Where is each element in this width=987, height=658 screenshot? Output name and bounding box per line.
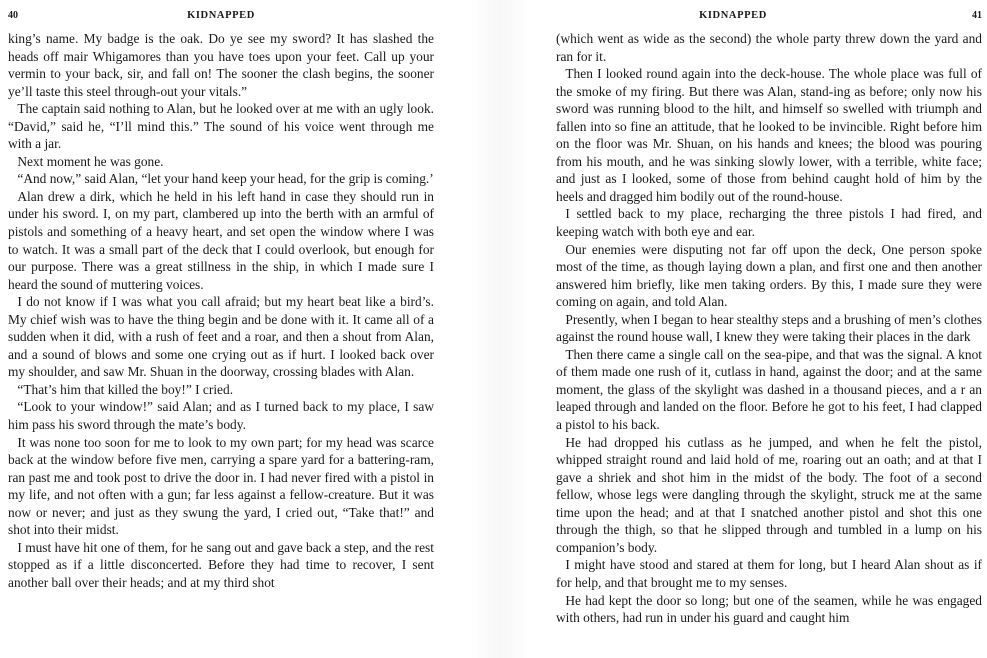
- paragraph: Our enemies were disputing not far off upon the deck, One person spoke most of the time, as though laying down a plan, and first one and then another answered him briefly, like men taking orders. By this, I made sure they were coming on again, and told Alan.: [556, 241, 982, 310]
- right-page-number: 41: [972, 10, 982, 21]
- paragraph: king’s name. My badge is the oak. Do ye see my sword? It has slashed the heads off mair Whigamores than you have toes upon your feet. Call up your vermin to your back, sir, and fall on! The sooner the clash begins, the sooner ye’ll taste this steel through-out your vitals.”: [8, 31, 434, 99]
- paragraph: The captain said nothing to Alan, but he looked over at me with an ugly look. “David,” said he, “I’ll mind this.” The sound of his voice went through me with a jar.: [8, 101, 434, 152]
- paragraph: “That’s him that killed the boy!” I cried.: [17, 381, 234, 397]
- paragraph: Then there came a single call on the sea-pipe, and that was the signal. A knot of them made one rush of it, cutlass in hand, against the door; and at the same moment, the glass of the skylight was dashed in a thousand pieces, and a r an leaped through and landed on the floor. Before he got to his feet, I had clapped a pistol to his back.: [556, 346, 982, 433]
- left-running-head: [8, 8, 434, 30]
- book-gutter: [470, 0, 530, 658]
- paragraph: “And now,” said Alan, “let your hand keep your head, for the grip is coming.’: [17, 171, 434, 187]
- paragraph: I do not know if I was what you call afraid; but my heart beat like a bird’s. My chief wish was to have the thing begin and be done with it. It came all of a sudden when it did, with a rush of feet and a roar, and then a shout from Alan, and a sound of blows and some one crying out as if hurt. I looked back over my shoulder, and saw Mr. Shuan in the doorway, crossing blades with Alan.: [8, 294, 434, 380]
- paragraph: He had kept the door so long; but one of the seamen, while he was engaged with others, had run in under his guard and caught him: [556, 592, 982, 626]
- paragraph: Presently, when I began to hear stealthy steps and a brushing of men’s clothes against the round house wall, I knew they were taking their places in the dark: [556, 311, 982, 345]
- right-running-head: [556, 8, 982, 30]
- paragraph: I settled back to my place, recharging the three pistols I had fired, and keeping watch with both eye and ear.: [556, 206, 982, 240]
- paragraph: Alan drew a dirk, which he held in his left hand in case they should run in under his sword. I, on my part, clambered up into the berth with an armful of pistols and something of a heavy heart, and set open the window where I was to watch. It was a small part of the deck that I could overlook, but enough for our purpose. There was a great stillness in the ship, in which I made sure I heard the sound of muttering voices.: [8, 188, 434, 292]
- right-page-title: KIDNAPPED: [699, 10, 767, 21]
- left-page-text: [8, 30, 434, 592]
- paragraph: I might have stood and stared at them for long, but I heard Alan shout as if for help, and that brought me to my senses.: [556, 557, 982, 590]
- right-page-text: [556, 30, 982, 627]
- paragraph: Then I looked round again into the deck-house. The whole place was full of the smoke of my firing. But there was Alan, stand-ing as before; only now his sword was running blood to the hilt, and himself so swelled with triumph and fallen into so fine an attitude, that he looked to be invincible. Right before him on the floor was Mr. Shuan, on his hands and knees; the blood was pouring from his mouth, and he was sinking slowly lower, with a terrible, white face; and just as I looked, some of those from behind caught hold of him by the heels and dragged him bodily out of the round-house.: [556, 66, 982, 204]
- paragraph: (which went as wide as the second) the whole party threw down the yard and ran for it.: [556, 31, 982, 64]
- left-page-number: 40: [8, 10, 18, 21]
- paragraph: “Look to your window!” said Alan; and as I turned back to my place, I saw him pass his sword through the mate’s body.: [8, 399, 434, 433]
- left-page: [8, 0, 434, 658]
- left-page-title: KIDNAPPED: [187, 10, 255, 21]
- paragraph: Next moment he was gone.: [17, 153, 164, 169]
- paragraph: It was none too soon for me to look to my own part; for my head was scarce back at the window before five men, carrying a spare yard for a battering-ram, ran past me and took post to drive the door in. I had never fired with a pistol in my life, and not often with a gun; far less against a fellow-creature. But it was now or never; and just as they swung the yard, I cried out, “Take that!” and shot into their midst.: [8, 434, 434, 538]
- right-page: [556, 0, 982, 658]
- paragraph: He had dropped his cutlass as he jumped, and when he felt the pistol, whipped straight round and laid hold of me, roaring out an oath; and at that I gave a shriek and shot him in the midst of the body. The foot of a second fellow, whose legs were dangling through the skylight, struck me at the same time upon the head; and at that I snatched another pistol and shot this one through the thigh, so that he slipped through and tumbled in a lump on his companion’s body.: [556, 434, 982, 555]
- paragraph: I must have hit one of them, for he sang out and gave back a step, and the rest stopped as if a little disconcerted. Before they had time to recover, I sent another ball over their heads; and at my third shot: [8, 539, 434, 590]
